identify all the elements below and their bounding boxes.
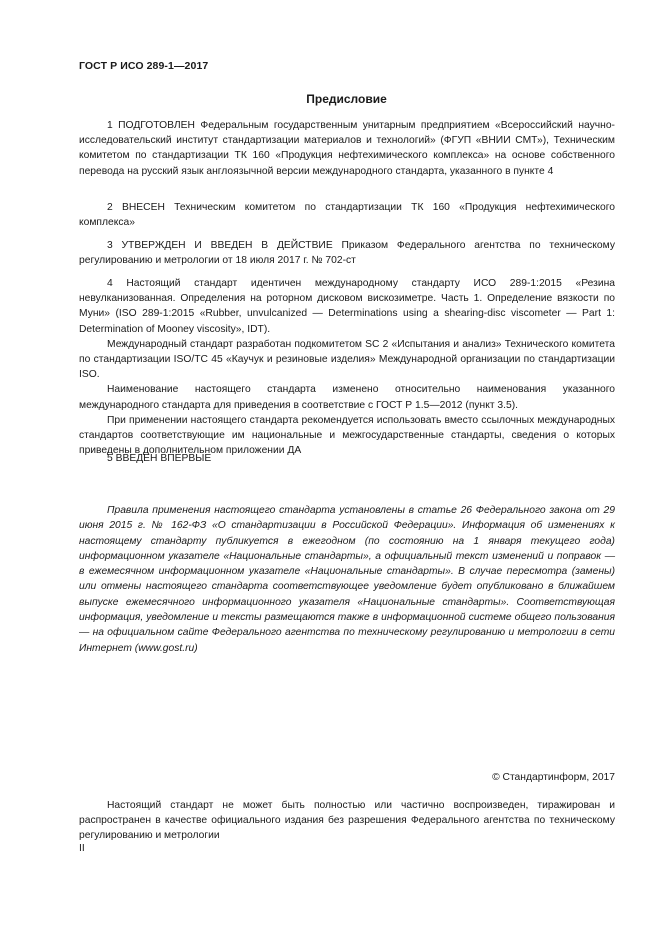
section-4-paragraph-4: При применении настоящего стандарта рекомендуется использовать вместо ссылочных международных стандартов соответствующие им национальные и межгосударственные стандарты, сведения о которых приведены в дополнительном приложении ДА (79, 414, 615, 457)
section-2-introduced: 2 ВНЕСЕН Техническим комитетом по стандартизации ТК 160 «Продукция нефтехимического комплекса» (79, 202, 615, 229)
section-4-paragraph-3: Наименование настоящего стандарта изменено относительно наименования указанного международного стандарта для приведения в соответствие с ГОСТ Р 1.5—2012 (пункт 3.5). (79, 384, 615, 411)
section-5-first-introduced: 5 ВВЕДЕН ВПЕРВЫЕ (107, 453, 212, 464)
reproduction-restriction-note: Настоящий стандарт не может быть полностью или частично воспроизведен, тиражирован и распространен в качестве официального издания без разрешения Федерального агентства по техническому регулированию и метрологии (79, 800, 615, 842)
section-4-identical (79, 276, 615, 458)
document-code-header: ГОСТ Р ИСО 289-1—2017 (79, 60, 209, 72)
section-1-prepared: 1 ПОДГОТОВЛЕН Федеральным государственным унитарным предприятием «Всероссийский научно-исследовательский институт стандартизации материалов и технологий» (ФГУП «ВНИИ СМТ»), Техническим комитетом по стандартизации ТК 160 «Продукция нефтехимического комплекса» на основе собственного перевода на русский язык англоязычной версии международного стандарта, указанного в пункте 4 (79, 120, 615, 177)
page-title (0, 92, 661, 106)
section-3-approved: 3 УТВЕРЖДЕН И ВВЕДЕН В ДЕЙСТВИЕ Приказом Федерального агентства по техническому регулированию и метрологии от 18 июля 2017 г. № 702-ст (79, 240, 615, 267)
page-number: II (79, 843, 85, 854)
page-title-text: Предисловие (306, 92, 387, 106)
section-4-paragraph-2: Международный стандарт разработан подкомитетом SC 2 «Испытания и анализ» Технического комитета по стандартизации ISO/TC 45 «Каучук и резиновые изделия» Международной организации по стандартизации ISO. (79, 338, 615, 381)
section-4-paragraph-1: 4 Настоящий стандарт идентичен международному стандарту ИСО 289-1:2015 «Резина невулканизованная. Определения на роторном дисковом вискозиметре. Часть 1. Определение вязкости по Муни» (ISO 289-1:2015 «Rubber, unvulcanized — Determinations using a shearing-disc viscometer — Part 1: Determination of Mooney viscosity», IDT). (79, 278, 615, 335)
application-rules-notice: Правила применения настоящего стандарта установлены в статье 26 Федерального закона от 29 июня 2015 г. № 162-ФЗ «О стандартизации в Российской Федерации». Информация об изменениях к настоящему стандарту публикуется в ежегодном (по состоянию на 1 января текущего года) информационном указателе «Национальные стандарты», а официальный текст изменений и поправок — в ежемесячном информационном указателе «Национальные стандарты». В случае пересмотра (замены) или отмены настоящего стандарта соответствующее уведомление будет опубликовано в ближайшем выпуске ежемесячного информационного указателя «Национальные стандарты». Соответствующая информация, уведомление и тексты размещаются также в информационной системе общего пользования — на официальном сайте Федерального агентства по техническому регулированию и метрологии в сети Интернет (www.gost.ru) (79, 505, 615, 654)
copyright-line: © Стандартинформ, 2017 (492, 772, 615, 783)
